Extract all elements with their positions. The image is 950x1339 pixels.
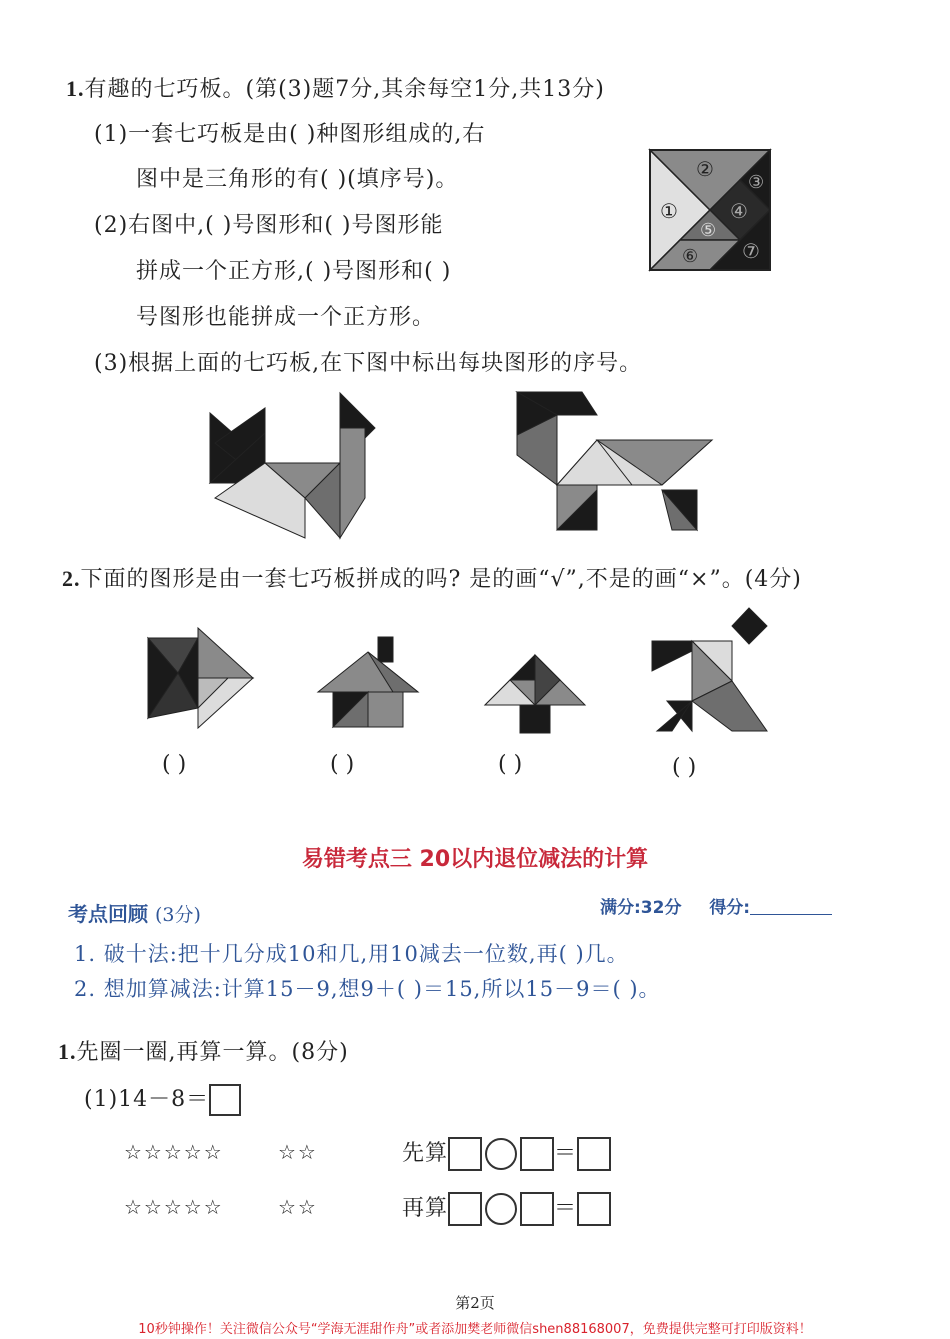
then-calc-box-2[interactable] bbox=[520, 1192, 554, 1226]
q2-figure-1 bbox=[148, 628, 258, 728]
q2-answer-blank-2[interactable]: ( ) bbox=[330, 752, 355, 777]
q3-heading bbox=[58, 1035, 349, 1066]
first-calc-label: 先算 bbox=[402, 1141, 449, 1166]
answer-box[interactable] bbox=[209, 1084, 241, 1116]
then-calc-box-1[interactable] bbox=[448, 1192, 482, 1226]
tangram-label-2: ② bbox=[696, 157, 714, 181]
q2-answer-blank-3[interactable]: ( ) bbox=[498, 752, 523, 777]
goose-tangram-figure bbox=[512, 390, 717, 535]
q1-title: 有趣的七巧板。(第(3)题7分,其余每空1分,共13分) bbox=[84, 77, 605, 102]
footer-note: 10秒钟操作！关注微信公众号“学海无涯甜作舟”或者添加樊老师微信shen88168007，免费提供完整可打印版资料！ bbox=[138, 1322, 812, 1337]
q3-problem bbox=[84, 1082, 241, 1116]
q1-sub1-line1: (1)一套七巧板是由( )种图形组成的,右 bbox=[94, 122, 486, 147]
first-calc-box-1[interactable] bbox=[448, 1137, 482, 1171]
review-label: 考点回顾 bbox=[68, 902, 148, 926]
first-calc-operator-circle[interactable] bbox=[485, 1138, 517, 1170]
q3-number: 1. bbox=[58, 1039, 77, 1064]
q1-heading bbox=[66, 72, 605, 103]
page-number: 第2页 bbox=[455, 1294, 495, 1312]
q3-problem-text: (1)14－8＝ bbox=[84, 1087, 210, 1112]
stars-row-2-group-a: ☆☆☆☆☆ bbox=[124, 1195, 224, 1219]
tangram-label-1: ① bbox=[660, 199, 678, 223]
review-point-1: 1. 破十法:把十几分成10和几,用10减去一位数,再( )几。 bbox=[74, 942, 629, 966]
fox-tangram-figure bbox=[205, 388, 380, 538]
review-point-2: 2. 想加算减法:计算15－9,想9＋( )＝15,所以15－9＝( )。 bbox=[74, 977, 661, 1001]
score-area bbox=[600, 893, 832, 918]
tangram-label-3: ③ bbox=[748, 172, 765, 193]
score-blank[interactable] bbox=[750, 896, 832, 915]
first-calc-box-2[interactable] bbox=[520, 1137, 554, 1171]
q2-number: 2. bbox=[62, 566, 81, 591]
first-calc-row bbox=[402, 1136, 611, 1171]
q1-sub2-line1: (2)右图中,( )号图形和( )号图形能 bbox=[94, 213, 444, 238]
tangram-reference-figure bbox=[650, 150, 770, 270]
tangram-label-4: ④ bbox=[730, 199, 748, 223]
tangram-label-7: ⑦ bbox=[742, 239, 760, 263]
full-score: 满分:32分 bbox=[600, 898, 682, 918]
tangram-label-5: ⑤ bbox=[700, 220, 717, 241]
then-calc-label: 再算 bbox=[402, 1196, 449, 1221]
q2-figure-2 bbox=[318, 637, 423, 732]
q1-number: 1. bbox=[66, 76, 85, 101]
q1-sub2-line3: 号图形也能拼成一个正方形。 bbox=[136, 305, 436, 330]
q2-heading bbox=[62, 562, 802, 593]
then-calc-row bbox=[402, 1191, 611, 1226]
q1-sub3: (3)根据上面的七巧板,在下图中标出每块图形的序号。 bbox=[94, 351, 643, 376]
then-calc-operator-circle[interactable] bbox=[485, 1193, 517, 1225]
tangram-label-6: ⑥ bbox=[682, 246, 699, 267]
q2-figure-3 bbox=[485, 655, 590, 735]
review-points: (3分) bbox=[154, 904, 201, 926]
q1-sub2-line2: 拼成一个正方形,( )号图形和( ) bbox=[136, 259, 452, 284]
first-calc-result-box[interactable] bbox=[577, 1137, 611, 1171]
score-label: 得分: bbox=[709, 898, 751, 918]
then-calc-result-box[interactable] bbox=[577, 1192, 611, 1226]
then-calc-equals: ＝ bbox=[554, 1196, 578, 1221]
q2-title: 下面的图形是由一套七巧板拼成的吗? 是的画“√”,不是的画“×”。(4分) bbox=[80, 567, 802, 592]
q1-sub1-line2: 图中是三角形的有( )(填序号)。 bbox=[136, 167, 459, 192]
stars-row-1-group-a: ☆☆☆☆☆ bbox=[124, 1140, 224, 1164]
q2-answer-blank-4[interactable]: ( ) bbox=[672, 755, 697, 780]
stars-row-2-group-b: ☆☆ bbox=[278, 1195, 318, 1219]
section-title: 易错考点三 20以内退位减法的计算 bbox=[301, 847, 649, 872]
first-calc-equals: ＝ bbox=[554, 1141, 578, 1166]
q2-answer-blank-1[interactable]: ( ) bbox=[162, 752, 187, 777]
q2-figure-4 bbox=[652, 606, 772, 736]
stars-row-1-group-b: ☆☆ bbox=[278, 1140, 318, 1164]
q3-title: 先圈一圈,再算一算。(8分) bbox=[76, 1040, 349, 1065]
review-heading bbox=[68, 898, 201, 927]
